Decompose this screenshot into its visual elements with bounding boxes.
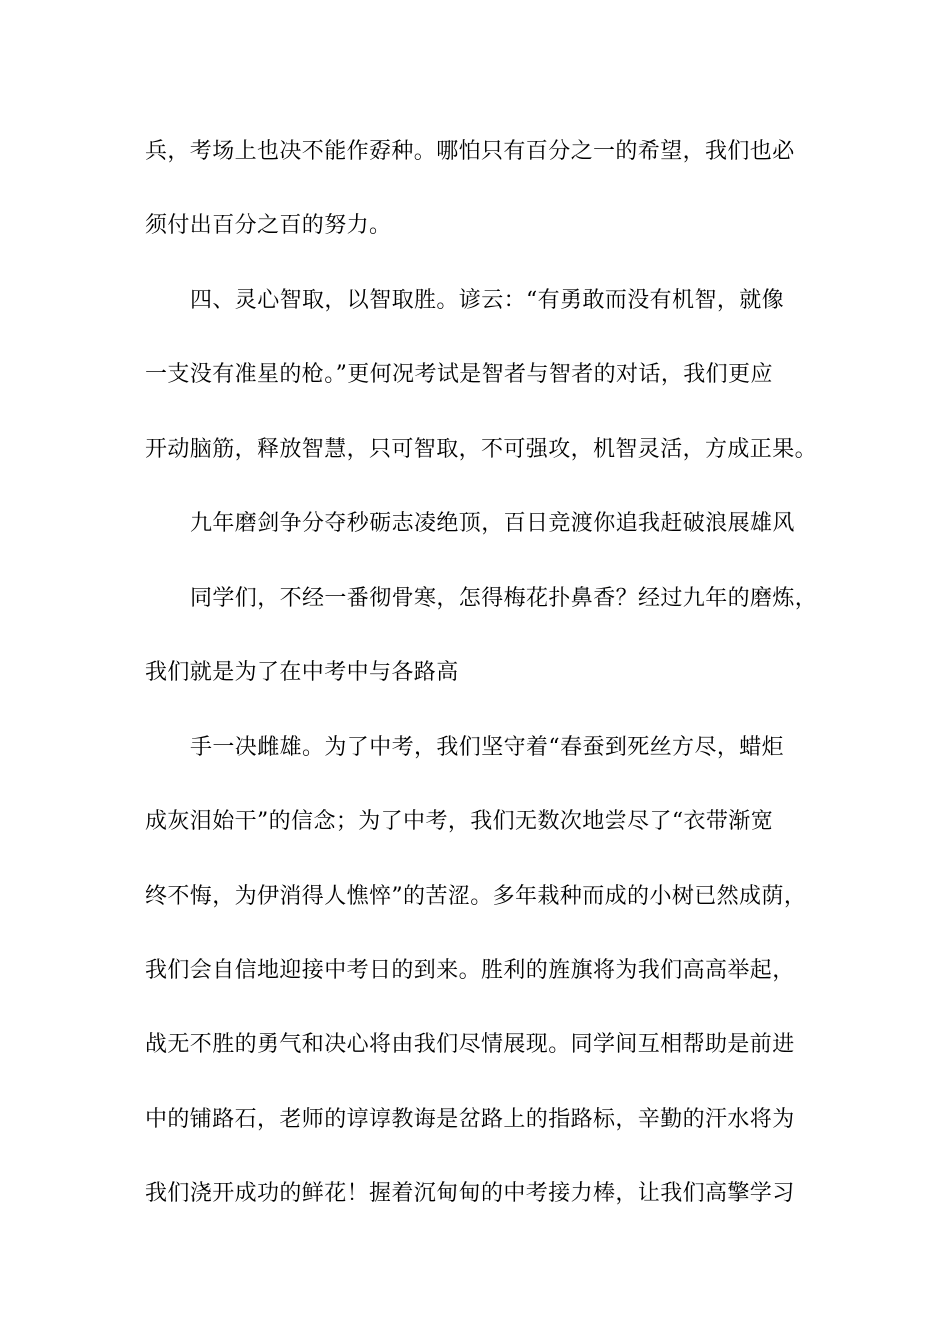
- text-line: 终不悔，为伊消得人憔悴”的苦涩。多年栽种而成的小树已然成荫，: [145, 884, 807, 909]
- text-line: 战无不胜的勇气和决心将由我们尽情展现。同学间互相帮助是前进: [145, 1032, 795, 1057]
- paragraph-start-line: 手一决雌雄。为了中考，我们坚守着“春蚕到死丝方尽，蜡炬: [190, 735, 785, 760]
- text-line: 一支没有准星的枪。”更何况考试是智者与智者的对话，我们更应: [145, 362, 773, 387]
- text-line: 中的铺路石，老师的谆谆教诲是岔路上的指路标，辛勤的汗水将为: [145, 1107, 795, 1132]
- paragraph-start-line: 同学们，不经一番彻骨寒，怎得梅花扑鼻香？经过九年的磨炼，: [190, 586, 818, 611]
- text-line: 成灰泪始干”的信念；为了中考，我们无数次地尝尽了“衣带渐宽: [145, 809, 774, 834]
- text-line: 我们就是为了在中考中与各路高: [145, 660, 459, 685]
- text-line: 开动脑筋，释放智慧，只可智取，不可强攻，机智灵活，方成正果。: [145, 437, 818, 462]
- text-line: 我们浇开成功的鲜花！握着沉甸甸的中考接力棒，让我们高擎学习: [145, 1181, 795, 1206]
- text-line: 须付出百分之百的努力。: [145, 213, 392, 238]
- text-line: 兵，考场上也决不能作孬种。哪怕只有百分之一的希望，我们也必: [145, 139, 795, 164]
- paragraph-start-line: 四、灵心智取，以智取胜。谚云：“有勇敢而没有机智，就像: [190, 288, 785, 313]
- text-line: 我们会自信地迎接中考日的到来。胜利的旌旗将为我们高高举起，: [145, 958, 795, 983]
- section-heading: 九年磨剑争分夺秒砺志凌绝顶，百日竞渡你追我赶破浪展雄风: [190, 511, 795, 536]
